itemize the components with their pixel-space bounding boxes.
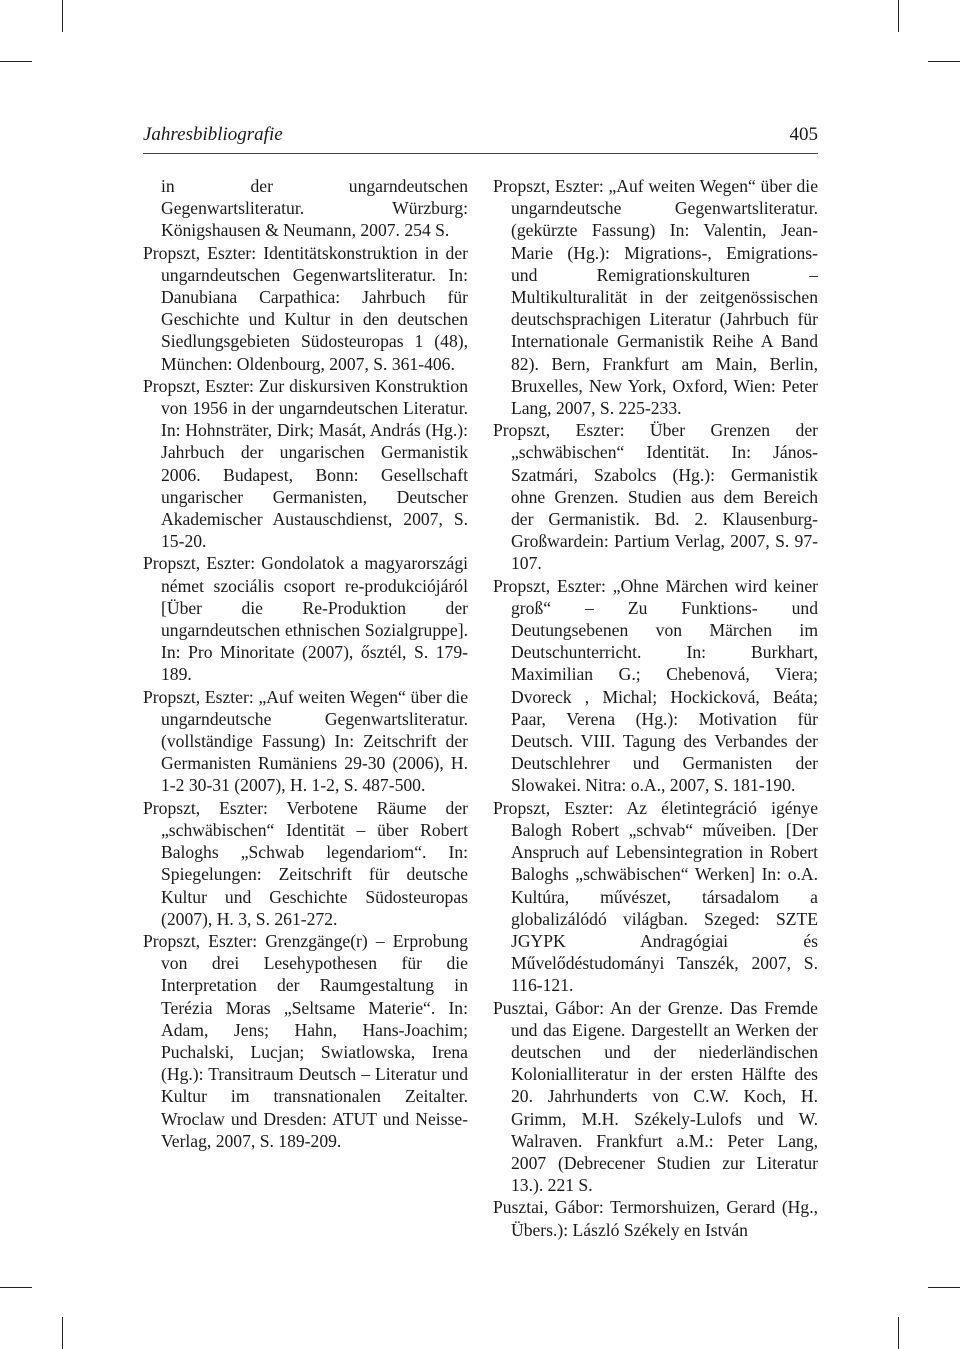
crop-mark-top-left-vertical [62, 0, 63, 32]
crop-mark-bottom-right-horizontal [928, 1287, 960, 1288]
crop-mark-top-left-horizontal [0, 61, 32, 62]
bibliography-entry: Propszt, Eszter: Über Grenzen der „schwäbischen“ Identität. In: János-Szatmári, Szabolcs (Hg.): Germanistik ohne Grenzen. Studien aus dem Bereich der Germanistik. Bd. 2. Klausenburg-Großwardein: Partium Verlag, 2007, S. 97-107. [493, 420, 818, 574]
bibliography-entry: Propszt, Eszter: Verbotene Räume der „schwäbischen“ Identität – über Robert Baloghs „Schwab legendariom“. In: Spiegelungen: Zeitschrift für deutsche Kultur und Geschichte Südosteuropas (2007), H. 3, S. 261-272. [143, 797, 468, 929]
crop-mark-bottom-left-horizontal [0, 1287, 32, 1288]
crop-mark-top-right-vertical [898, 0, 899, 32]
right-column [493, 175, 818, 1241]
crop-mark-top-right-horizontal [928, 61, 960, 62]
bibliography-entry: Propszt, Eszter: Gondolatok a magyarországi német szociális csoport re-produkciójáról [Über die Re-Produktion der ungarndeutschen ethnischen Sozialgruppe]. In: Pro Minoritate (2007), ősztél, S. 179-189. [143, 553, 468, 685]
bibliography-entry: Pusztai, Gábor: Termorshuizen, Gerard (Hg., Übers.): László Székely en István [493, 1197, 818, 1240]
bibliography-entry: in der ungarndeutschen Gegenwartsliteratur. Würzburg: Königshausen & Neumann, 2007. 254 S. [161, 176, 468, 241]
left-column [143, 175, 468, 1152]
bibliography-entry: Propszt, Eszter: „Auf weiten Wegen“ über die ungarndeutsche Gegenwartsliteratur. (vollständige Fassung) In: Zeitschrift der Germanisten Rumäniens 29-30 (2006), H. 1-2 30-31 (2007), H. 1-2, S. 487-500. [143, 686, 468, 796]
bibliography-entry: Propszt, Eszter: „Ohne Märchen wird keiner groß“ – Zu Funktions- und Deutungsebenen von Märchen im Deutschunterricht. In: Burkhart, Maximilian G.; Chebenová, Viera; Dvoreck , Michal; Hockicková, Beáta; Paar, Verena (Hg.): Motivation für Deutsch. VIII. Tagung des Verbandes der Deutschlehrer und Germanisten der Slowakei. Nitra: o.A., 2007, S. 181-190. [493, 575, 818, 796]
running-title: Jahresbibliografie [143, 124, 283, 145]
page-header [143, 124, 818, 154]
bibliography-entry: Propszt, Eszter: Az életintegráció igénye Balogh Robert „schvab“ műveiben. [Der Anspruch auf Lebensintegration in Robert Baloghs „schwäbischen“ Werken] In: o.A. Kultúra, művészet, társadalom a globalizálódó világban. Szeged: SZTE JGYPK Andragógiai és Művelődéstudományi Tanszék, 2007, S. 116-121. [493, 797, 818, 996]
bibliography-entry: Propszt, Eszter: Grenzgänge(r) – Erprobung von drei Lesehypothesen für die Interpretation der Raumgestaltung in Terézia Moras „Seltsame Materie“. In: Adam, Jens; Hahn, Hans-Joachim; Puchalski, Lucjan; Swiatlowska, Irena (Hg.): Transitraum Deutsch – Literatur und Kultur im transnationalen Zeitalter. Wroclaw und Dresden: ATUT und Neisse-Verlag, 2007, S. 189-209. [143, 930, 468, 1151]
bibliography-entry: Propszt, Eszter: Zur diskursiven Konstruktion von 1956 in der ungarndeutschen Literatur. In: Hohnsträter, Dirk; Masát, András (Hg.): Jahrbuch der ungarischen Germanistik 2006. Budapest, Bonn: Gesellschaft ungarischer Germanisten, Deutscher Akademischer Austauschdienst, 2007, S. 15-20. [143, 375, 468, 552]
crop-mark-bottom-right-vertical [898, 1317, 899, 1349]
page-number: 405 [789, 124, 818, 145]
bibliography-entry: Pusztai, Gábor: An der Grenze. Das Fremde und das Eigene. Dargestellt an Werken der deutschen und der niederländischen Kolonialliteratur in der ersten Hälfte des 20. Jahrhunderts von C.W. Koch, H. Grimm, M.H. Székely-Lulofs und W. Walraven. Frankfurt a.M.: Peter Lang, 2007 (Debrecener Studien zur Literatur 13.). 221 S. [493, 997, 818, 1196]
bibliography-entry: Propszt, Eszter: Identitätskonstruktion in der ungarndeutschen Gegenwartsliteratur. In: Danubiana Carpathica: Jahrbuch für Geschichte und Kultur in den deutschen Siedlungsgebieten Südosteuropas 1 (48), München: Oldenbourg, 2007, S. 361-406. [143, 242, 468, 374]
crop-mark-bottom-left-vertical [62, 1317, 63, 1349]
header-rule [143, 153, 818, 154]
bibliography-entry: Propszt, Eszter: „Auf weiten Wegen“ über die ungarndeutsche Gegenwartsliteratur. (gekürzte Fassung) In: Valentin, Jean-Marie (Hg.): Migrations-, Emigrations- und Remigrationskulturen – Multikulturalität in der zeitgenössischen deutschsprachigen Literatur (Jahrbuch für Internationale Germanistik Reihe A Band 82). Bern, Frankfurt am Main, Berlin, Bruxelles, New York, Oxford, Wien: Peter Lang, 2007, S. 225-233. [493, 176, 818, 419]
